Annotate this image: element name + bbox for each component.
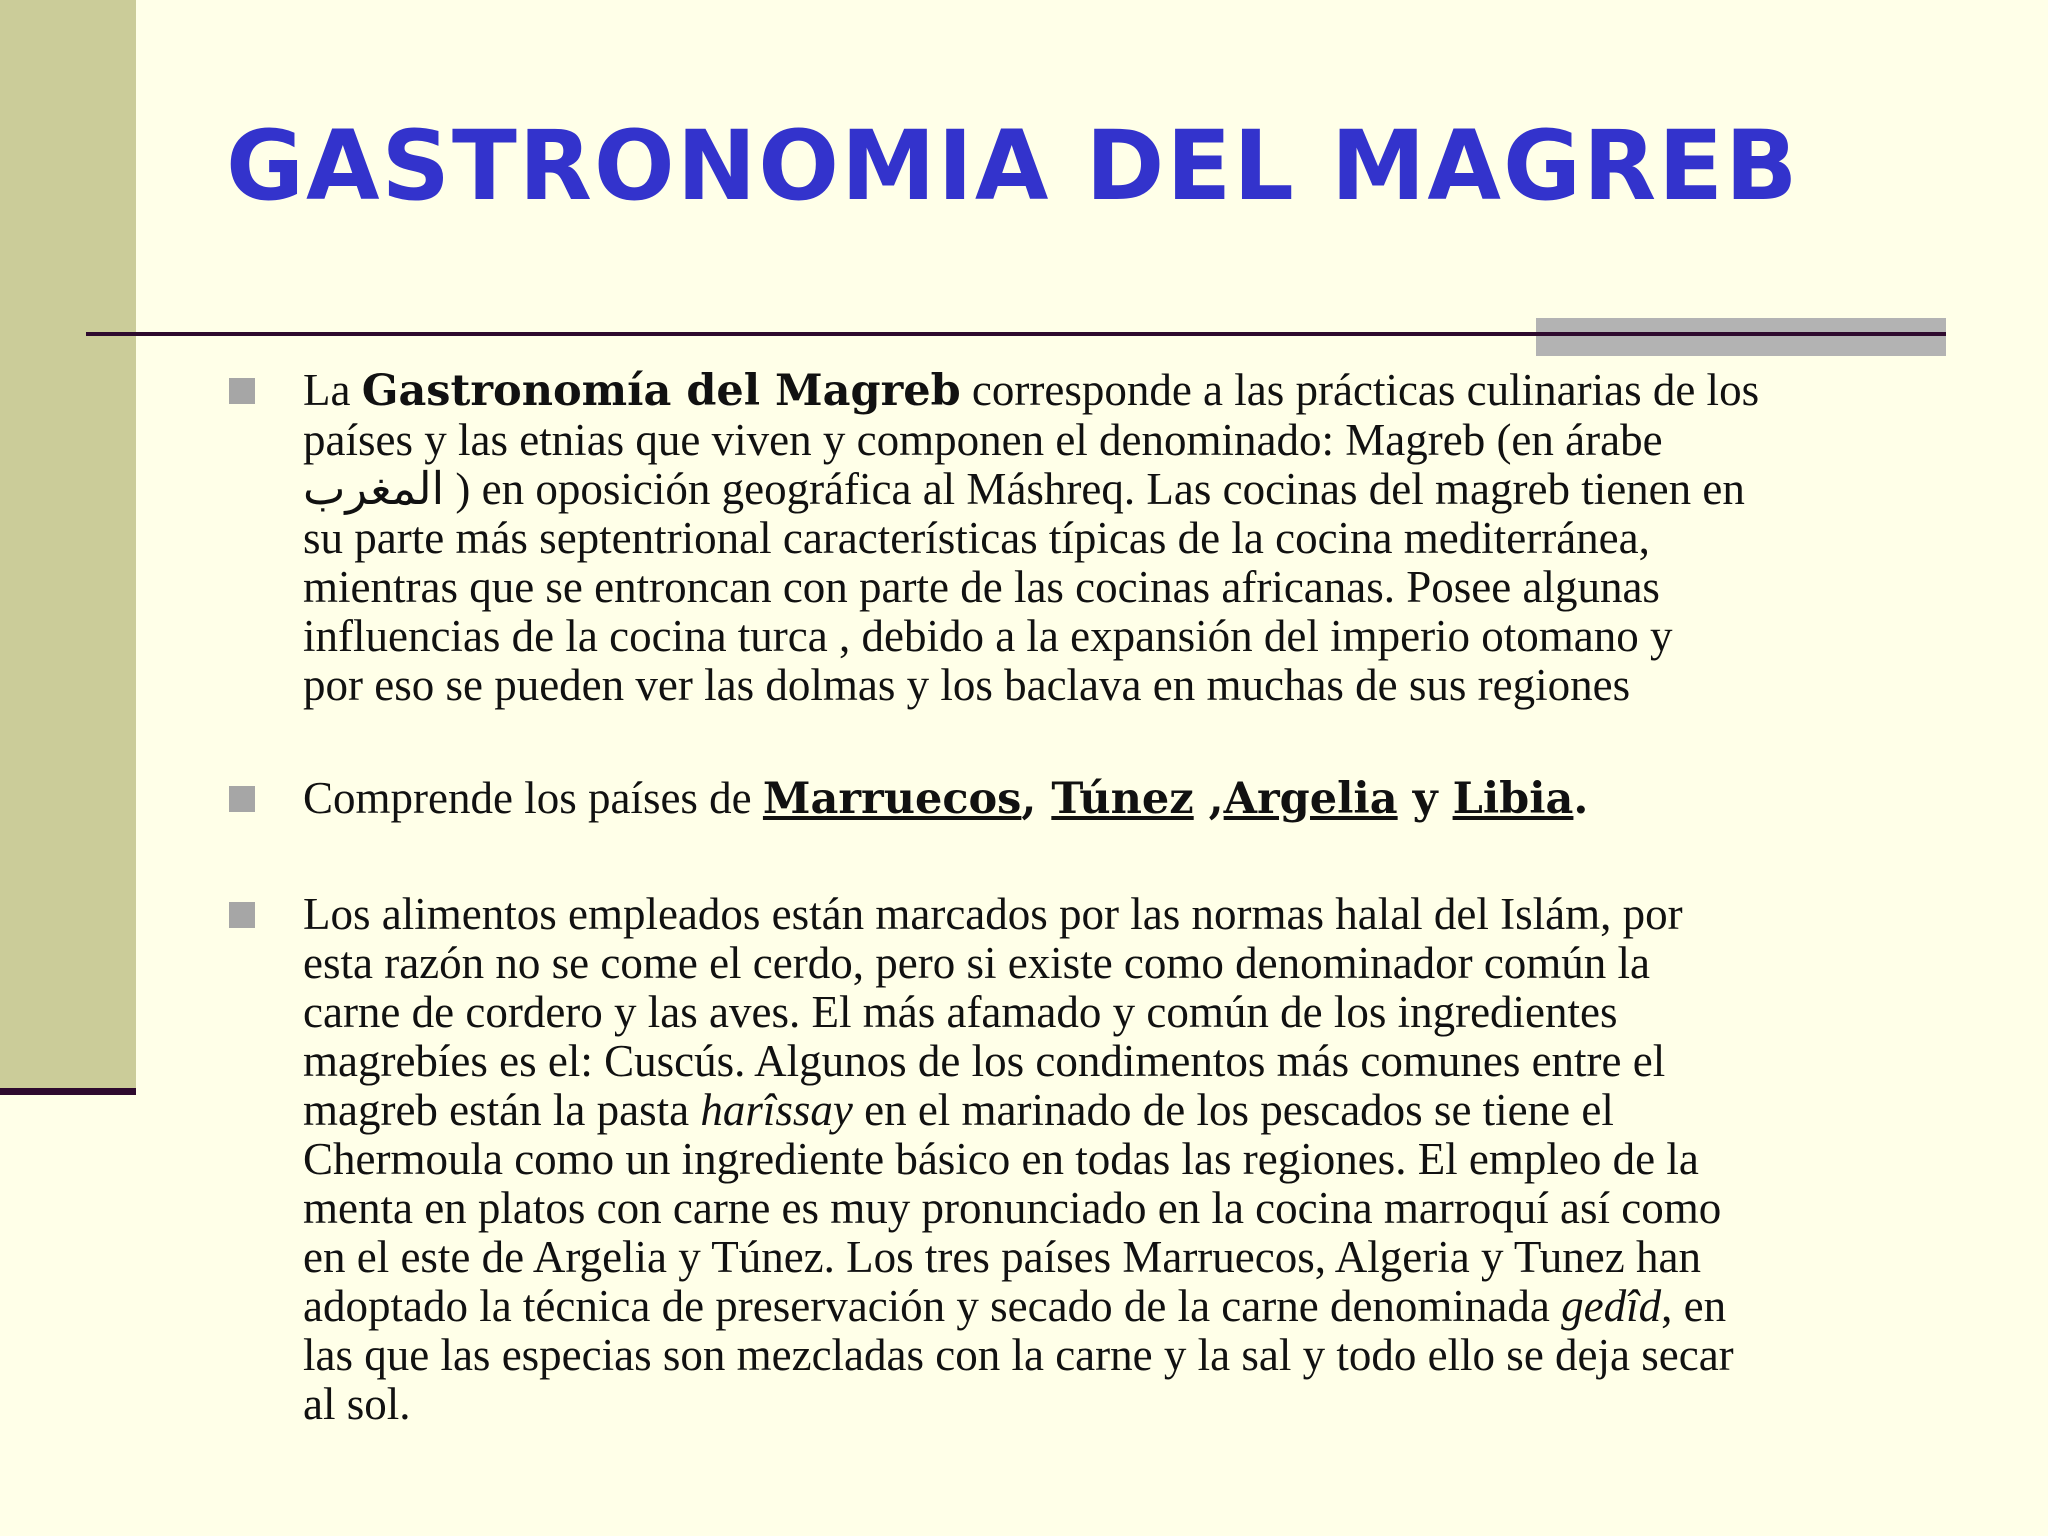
- bullet-item-3: [226, 890, 1926, 1429]
- text-run: en el marinado de los pescados se tiene el: [852, 1085, 1614, 1135]
- bullet-text-2: [303, 774, 1926, 824]
- text-line: carne de cordero y las aves. El más afamado y común de los ingredientes: [303, 987, 1618, 1037]
- text-line: [303, 366, 1926, 416]
- text-run: corresponde a las prácticas culinarias de los: [960, 365, 1760, 415]
- text-line: Los alimentos empleados están marcados por las normas halal del Islám, por: [303, 889, 1683, 939]
- separator: ,: [1021, 774, 1052, 824]
- bold-term: Gastronomía del Magreb: [361, 366, 961, 416]
- slide-title: GASTRONOMIA DEL MAGREB: [226, 110, 1800, 222]
- title-rule-accent: [1536, 318, 1946, 356]
- italic-term: harîssay: [700, 1085, 853, 1135]
- bullet-item-1: [226, 366, 1926, 710]
- title-rule: [86, 332, 1946, 336]
- text-line: esta razón no se come el cerdo, pero si existe como denominador común la: [303, 938, 1651, 988]
- text-line: por eso se pueden ver las dolmas y los baclava en muchas de sus regiones: [303, 660, 1631, 710]
- text-line: su parte más septentrional características típicas de la cocina mediterránea,: [303, 513, 1650, 563]
- square-bullet-icon: [229, 786, 255, 812]
- bullet-item-2: [226, 774, 1926, 824]
- text-line: países y las etnias que viven y componen el denominado: Magreb (en árabe: [303, 415, 1663, 465]
- square-bullet-icon: [229, 902, 255, 928]
- bullet-text-1: [303, 366, 1926, 710]
- text-line: en el este de Argelia y Túnez. Los tres países Marruecos, Algeria y Tunez han: [303, 1232, 1701, 1282]
- link-marruecos[interactable]: Marruecos: [762, 774, 1022, 824]
- slide-body: [226, 366, 1926, 1429]
- text-line: المغرب ) en oposición geográfica al Máshreq. Las cocinas del magreb tienen en: [303, 464, 1745, 514]
- left-decorative-band: [0, 0, 136, 1090]
- text-run: magreb están la pasta: [303, 1085, 701, 1135]
- separator: .: [1573, 774, 1589, 824]
- text-line: [303, 774, 1926, 824]
- separator: y: [1397, 774, 1453, 824]
- bullet-text-3: [303, 890, 1926, 1429]
- text-run: adoptado la técnica de preservación y secado de la carne denominada: [303, 1281, 1562, 1331]
- text-line: influencias de la cocina turca , debido a la expansión del imperio otomano y: [303, 611, 1673, 661]
- text-line: al sol.: [303, 1379, 411, 1429]
- text-line: las que las especias son mezcladas con la carne y la sal y todo ello se deja secar: [303, 1330, 1734, 1380]
- text-line: Chermoula como un ingrediente básico en todas las regiones. El empleo de la: [303, 1134, 1699, 1184]
- link-tunez[interactable]: Túnez: [1051, 774, 1194, 824]
- text-run: Comprende los países de: [303, 773, 763, 823]
- italic-term: gedîd: [1561, 1281, 1662, 1331]
- text-line: mientras que se entroncan con parte de las cocinas africanas. Posee algunas: [303, 562, 1660, 612]
- text-line: menta en platos con carne es muy pronunciado en la cocina marroquí así como: [303, 1183, 1722, 1233]
- text-line: magrebíes es el: Cuscús. Algunos de los condimentos más comunes entre el: [303, 1036, 1666, 1086]
- left-band-underline: [0, 1088, 136, 1095]
- text-line: [303, 1282, 1926, 1331]
- square-bullet-icon: [229, 378, 255, 404]
- separator: ,: [1193, 774, 1224, 824]
- text-run: , en: [1661, 1281, 1727, 1331]
- text-run: La: [303, 365, 362, 415]
- text-line: [303, 1086, 1926, 1135]
- link-libia[interactable]: Libia: [1452, 774, 1574, 824]
- link-argelia[interactable]: Argelia: [1223, 774, 1398, 824]
